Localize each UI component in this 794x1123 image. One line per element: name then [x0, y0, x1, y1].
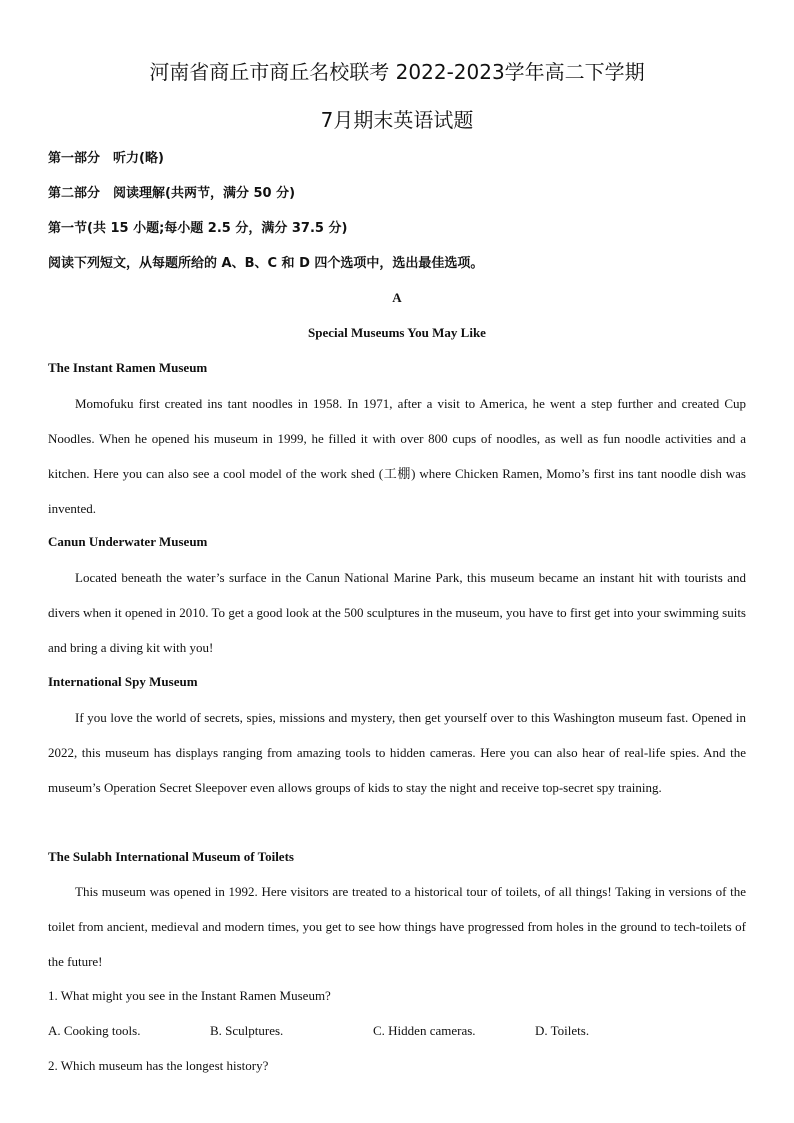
question-text: 2. Which museum has the longest history? [48, 1058, 269, 1073]
museum-paragraph: This museum was opened in 1992. Here visitors are treated to a historical tour of toilets, of all things! Taking in versions of the toilet from ancient, medieval and modern times, you get to see how things have progressed from holes in the ground to tech-toilets of the future! [48, 884, 746, 969]
museum-paragraph: Momofuku first created ins tant noodles in 1958. In 1971, after a visit to America, he went a step further and created Cup Noodles. When he opened his museum in 1999, he filled it with over 800 cups of noodles, as well as fun noodle activities and a kitchen. Here you can also see a cool model of the work shed (工棚) where Chicken Ramen, Momo’s first ins tant noodle dish was invented. [48, 396, 746, 516]
instruction-text: 阅读下列短文，从每题所给的 A、B、C 和 D 四个选项中，选出最佳选项。 [48, 256, 484, 271]
document-title-line2: 7月期末英语试题 [320, 108, 474, 132]
document-title-line1: 河南省商丘市商丘名校联考 2022-2023学年高二下学期 [149, 60, 645, 84]
option-b: B. Sculptures. [210, 1023, 284, 1038]
museum-heading: The Sulabh International Museum of Toilets [48, 849, 294, 864]
museum-heading: The Instant Ramen Museum [48, 360, 208, 375]
museum-paragraph: If you love the world of secrets, spies, missions and mystery, then get yourself over to this Washington museum fast. Opened in 2022, this museum has displays ranging from amazing tools to hidden cameras. Here you can also hear of real-life spies. And the museum’s Operation Secret Sleepover even allows groups of kids to stay the night and receive top-secret spy training. [48, 710, 746, 795]
museum-heading: Canun Underwater Museum [48, 534, 208, 549]
passage-label: A [392, 290, 402, 305]
option-a: A. Cooking tools. [48, 1023, 141, 1038]
museum-paragraph: Located beneath the water’s surface in the Canun National Marine Park, this museum became an instant hit with tourists and divers when it opened in 2010. To get a good look at the 500 sculptures in the museum, you have to first get into your swimming suits and bring a diving kit with you! [48, 570, 746, 655]
option-d: D. Toilets. [535, 1023, 590, 1038]
part1-heading: 第一部分 听力(略) [48, 151, 164, 166]
part2-heading: 第二部分 阅读理解(共两节，满分 50 分) [48, 186, 296, 201]
option-c: C. Hidden cameras. [373, 1023, 476, 1038]
passage-title: Special Museums You May Like [308, 325, 486, 340]
section1-heading: 第一节(共 15 小题;每小题 2.5 分，满分 37.5 分) [48, 221, 348, 236]
museum-heading: International Spy Museum [48, 674, 198, 689]
question-options [48, 1022, 746, 1040]
question-text: 1. What might you see in the Instant Ramen Museum? [48, 988, 331, 1003]
